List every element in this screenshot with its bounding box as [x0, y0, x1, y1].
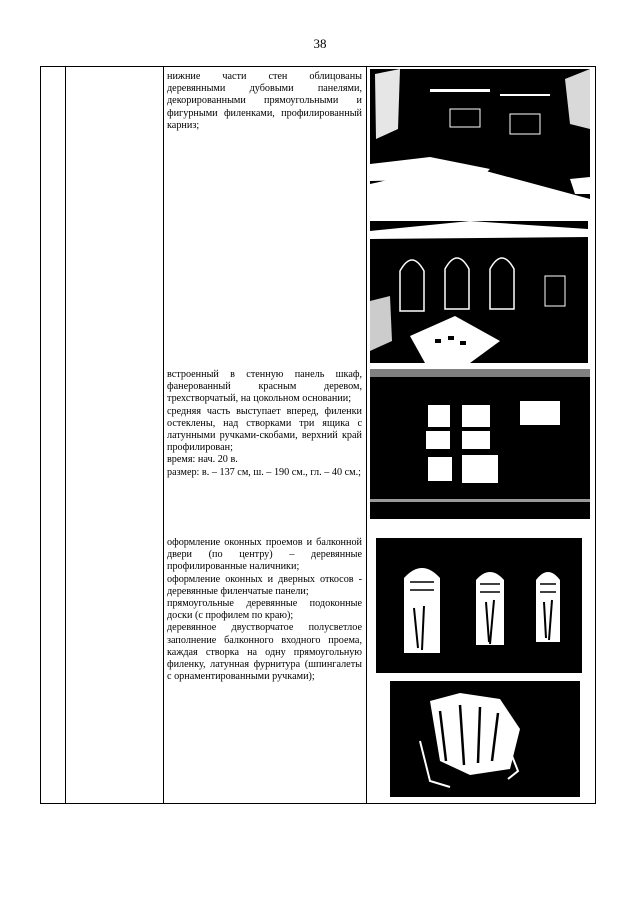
- description-cell: [167, 537, 362, 683]
- column-divider: [366, 67, 367, 803]
- description-paragraph: деревянное двустворчатое полусветлое заполнение балконного входного проема, каждая створка на одну прямоугольную филенку, латунная фурнитура (шпингалеты с орнаментированными ручками);: [167, 622, 362, 683]
- windows-photo: [376, 538, 582, 673]
- description-paragraph: нижние части стен облицованы деревянными дубовыми панелями, декорированными прямоугольными и фигурными филенками, профилированный карниз;: [167, 71, 362, 131]
- description-paragraph: прямоугольные деревянные подоконные доски (с профилем по краю);: [167, 598, 362, 622]
- page-number: 38: [313, 36, 327, 51]
- cabinet-photo: [370, 369, 590, 519]
- description-paragraph: оформление оконных проемов и балконной двери (по центру) – деревянные профилированные наличники;: [167, 537, 362, 573]
- description-paragraph: средняя часть выступает вперед, филенки остеклены, над створками три ящика с латунными ручками-скобами, верхний край профилирован;: [167, 405, 362, 454]
- wall-panels-photo: [370, 69, 590, 212]
- column-divider: [65, 67, 66, 803]
- description-cell: [167, 71, 362, 132]
- column-divider: [163, 67, 164, 803]
- carved-panels-photo: [370, 221, 588, 363]
- description-paragraph: встроенный в стенную панель шкаф, фанерованный красным деревом, трехстворчатый, на цокольном основании;: [167, 369, 362, 405]
- description-paragraph: размер: в. – 137 см, ш. – 190 см., гл. – 40 см.;: [167, 466, 361, 478]
- inventory-table: [40, 66, 596, 804]
- description-paragraph: оформление оконных и дверных откосов - деревянные филенчатые панели;: [167, 573, 362, 597]
- description-paragraph: время: нач. 20 в.: [167, 454, 238, 466]
- balcony-door-photo: [390, 681, 580, 797]
- description-cell: [167, 369, 362, 479]
